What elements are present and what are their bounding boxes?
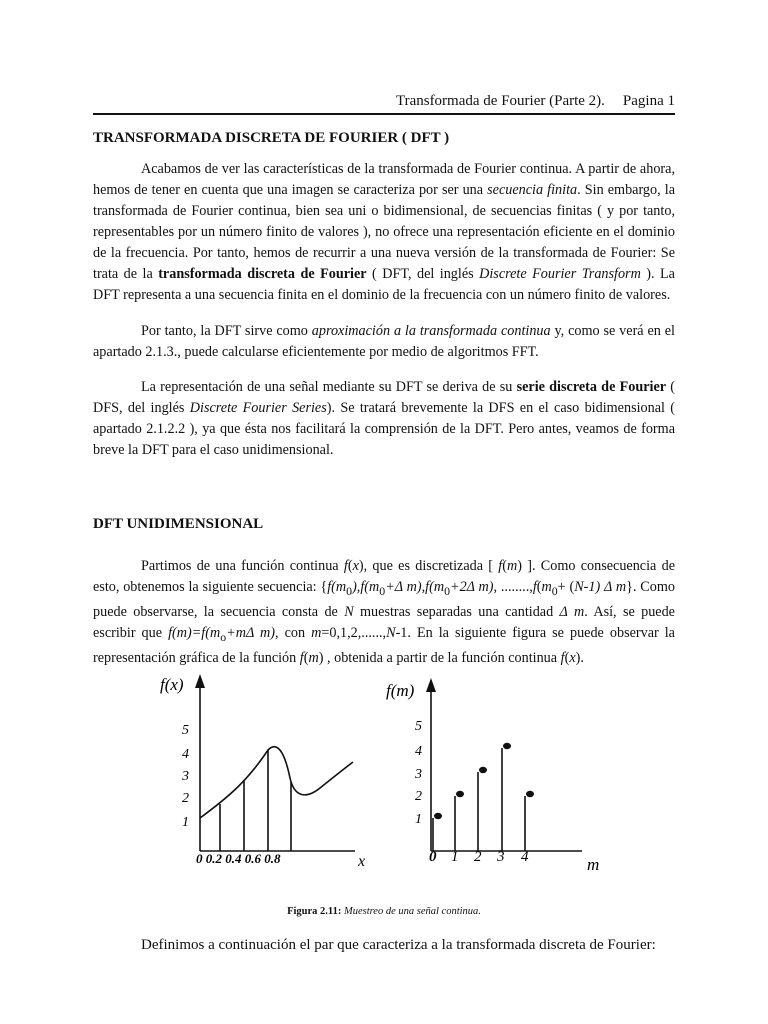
figure-sampling xyxy=(150,668,620,883)
left-ytick-1: 1 xyxy=(182,815,189,830)
right-ytick-4: 4 xyxy=(415,744,422,759)
left-ytick-5: 5 xyxy=(182,723,189,738)
page-header xyxy=(93,92,675,115)
left-xlabel: x xyxy=(358,853,366,870)
section-heading-dft: TRANSFORMADA DISCRETA DE FOURIER ( DFT ) xyxy=(93,130,450,146)
paragraph-approximation: Por tanto, la DFT sirve como aproximación a la transformada continua y, como se verá en el apartado 2.1.3., puede calcularse eficientemente por medio de algoritmos FFT. xyxy=(93,323,675,360)
caption-text: Muestreo de una señal continua. xyxy=(341,906,481,917)
sample-points xyxy=(434,743,534,819)
right-ytick-3: 3 xyxy=(415,767,422,782)
left-ylabel: f(x) xyxy=(160,675,184,694)
right-ylabel: f(m) xyxy=(386,681,415,700)
right-xtick-3: 3 xyxy=(497,849,505,865)
paragraph-sampling: Partimos de una función continua f(x), que es discretizada [ f(m) ]. Como consecuencia de esto, obtenemos la siguiente secuencia: {$f(m_0),f(m_0+\Delta$ $m),f(m_0+2\Delta$ m), $........,f(m_0+ (N-1)$ Δ m}. Como puede observarse, la secuencia consta de N muestras separadas una cantidad Δ m. Así, se puede escribir que $f(m)=f(m_o+m\Delta$ m), con m=0,1,2,......,N-1. En la siguiente figura se puede observar la representación gráfica de la función f(m) , obtenida a partir de la función continua f(x). xyxy=(93,558,675,666)
figure-caption xyxy=(0,906,768,917)
right-ytick-2: 2 xyxy=(415,789,422,804)
right-xtick-1: 1 xyxy=(451,849,459,865)
plot-samples xyxy=(426,678,582,851)
paragraph-dfs: La representación de una señal mediante su DFT se deriva de su serie discreta de Fourier ( DFS, del inglés Discrete Fourier Series). Se tratará brevemente la DFS en el caso bidimensional ( apartado 2.1.2.2 ), ya que ésta nos facilitará la comprensión de la DFT. Pero antes, veamos de forma breve la DFT para el caso unidimensional. xyxy=(93,379,676,458)
page-number: Pagina 1 xyxy=(622,93,675,109)
left-ytick-3: 3 xyxy=(182,769,189,784)
right-xtick-0: 0 xyxy=(429,849,437,865)
right-xtick-2: 2 xyxy=(474,849,482,865)
plot-continuous xyxy=(195,674,355,851)
right-ytick-1: 1 xyxy=(415,812,422,827)
paragraph-definition: Definimos a continuación el par que caracteriza a la transformada discreta de Fourier: xyxy=(141,937,656,953)
right-xlabel: m xyxy=(587,855,600,874)
section-heading-dft-1d: DFT UNIDIMENSIONAL xyxy=(93,516,264,532)
header-title: Transformada de Fourier (Parte 2). xyxy=(395,93,605,109)
right-xtick-4: 4 xyxy=(521,849,529,865)
left-ytick-2: 2 xyxy=(182,791,189,806)
left-xticks: 0 0.2 0.4 0.6 0.8 xyxy=(196,851,281,866)
paragraph-intro: Acabamos de ver las características de la transformada de Fourier continua. A partir de ahora, hemos de tener en cuenta que una imagen se caracteriza por ser una secuencia finita. Sin embargo, la transformada de Fourier continua, bien sea uni o bidimensional, de secuencias finitas ( y por tanto, representables por un número finito de valores ), no ofrece una representación eficiente en el dominio de la frecuencia. Por tanto, hemos de recurrir a una nueva versión de la transformada de Fourier: Se trata de la transformada discreta de Fourier ( DFT, del inglés Discrete Fourier Transform ). La DFT representa a una secuencia finita en el dominio de la frecuencia con un número finito de valores. xyxy=(93,161,675,303)
right-ytick-5: 5 xyxy=(415,719,422,734)
left-ytick-4: 4 xyxy=(182,747,189,762)
caption-label: Figura 2.11: xyxy=(287,906,342,917)
